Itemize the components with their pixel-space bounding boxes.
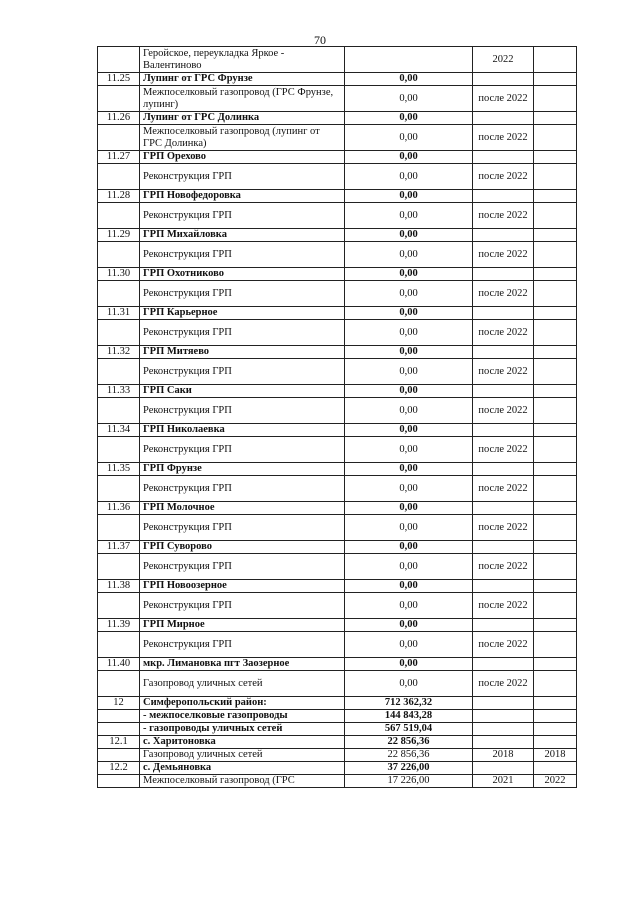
row-year-start — [473, 723, 534, 736]
table-row — [98, 242, 577, 268]
row-name: Реконструкция ГРП — [140, 476, 345, 502]
row-year-start — [473, 268, 534, 281]
row-amount: 0,00 — [345, 346, 473, 359]
row-amount: 0,00 — [345, 515, 473, 541]
row-amount: 0,00 — [345, 242, 473, 268]
row-year-start: после 2022 — [473, 281, 534, 307]
row-year-start — [473, 580, 534, 593]
row-amount: 0,00 — [345, 268, 473, 281]
table-row — [98, 671, 577, 697]
row-name: с. Харитоновка — [140, 736, 345, 749]
row-amount: 0,00 — [345, 424, 473, 437]
row-year-start: 2022 — [473, 47, 534, 73]
row-year-end — [534, 346, 577, 359]
row-number: 12.1 — [98, 736, 140, 749]
row-amount: 22 856,36 — [345, 749, 473, 762]
row-number: 12.2 — [98, 762, 140, 775]
row-name: Реконструкция ГРП — [140, 359, 345, 385]
row-number — [98, 203, 140, 229]
row-name: Реконструкция ГРП — [140, 437, 345, 463]
row-year-end — [534, 398, 577, 424]
row-name: Межпоселковый газопровод (ГРС Фрунзе, лупинг) — [140, 86, 345, 112]
row-name: ГРП Саки — [140, 385, 345, 398]
row-name: Газопровод уличных сетей — [140, 671, 345, 697]
table-row — [98, 424, 577, 437]
row-year-start — [473, 112, 534, 125]
row-number: 11.28 — [98, 190, 140, 203]
row-name: Реконструкция ГРП — [140, 164, 345, 190]
table-row — [98, 359, 577, 385]
row-amount: 0,00 — [345, 593, 473, 619]
table-row — [98, 710, 577, 723]
row-name: Реконструкция ГРП — [140, 242, 345, 268]
row-year-start — [473, 424, 534, 437]
row-amount: 0,00 — [345, 190, 473, 203]
row-amount: 0,00 — [345, 476, 473, 502]
row-year-end — [534, 658, 577, 671]
row-amount: 0,00 — [345, 671, 473, 697]
table-row — [98, 749, 577, 762]
row-name: Реконструкция ГРП — [140, 515, 345, 541]
table-row — [98, 580, 577, 593]
table-row — [98, 723, 577, 736]
table-row — [98, 398, 577, 424]
row-year-end — [534, 593, 577, 619]
row-year-end — [534, 476, 577, 502]
row-year-end — [534, 437, 577, 463]
row-year-start: после 2022 — [473, 242, 534, 268]
row-name: Реконструкция ГРП — [140, 554, 345, 580]
row-name: с. Демьяновка — [140, 762, 345, 775]
row-name: Межпоселковый газопровод (лупинг от ГРС Долинка) — [140, 125, 345, 151]
row-amount: 22 856,36 — [345, 736, 473, 749]
row-number — [98, 476, 140, 502]
row-amount: 0,00 — [345, 86, 473, 112]
table-row — [98, 554, 577, 580]
row-year-end — [534, 268, 577, 281]
row-amount: 17 226,00 — [345, 775, 473, 788]
page-number: 70 — [314, 33, 326, 47]
row-name: Лупинг от ГРС Фрунзе — [140, 73, 345, 86]
row-number — [98, 515, 140, 541]
row-amount — [345, 47, 473, 73]
row-year-start — [473, 736, 534, 749]
row-year-end — [534, 619, 577, 632]
row-year-start — [473, 697, 534, 710]
row-year-start — [473, 762, 534, 775]
table-row — [98, 190, 577, 203]
row-number — [98, 775, 140, 788]
row-number — [98, 86, 140, 112]
row-number: 11.29 — [98, 229, 140, 242]
table-row — [98, 697, 577, 710]
row-year-end — [534, 151, 577, 164]
row-number: 11.36 — [98, 502, 140, 515]
row-number — [98, 437, 140, 463]
row-amount: 0,00 — [345, 125, 473, 151]
row-year-end — [534, 47, 577, 73]
row-number — [98, 723, 140, 736]
row-amount: 0,00 — [345, 554, 473, 580]
table-row — [98, 775, 577, 788]
row-year-end — [534, 385, 577, 398]
row-amount: 0,00 — [345, 307, 473, 320]
row-name: Лупинг от ГРС Долинка — [140, 112, 345, 125]
row-name: ГРП Орехово — [140, 151, 345, 164]
row-number: 11.27 — [98, 151, 140, 164]
row-number — [98, 47, 140, 73]
row-number: 11.26 — [98, 112, 140, 125]
row-number — [98, 671, 140, 697]
row-name: ГРП Карьерное — [140, 307, 345, 320]
row-year-start: после 2022 — [473, 398, 534, 424]
row-number: 11.38 — [98, 580, 140, 593]
table-row — [98, 112, 577, 125]
row-year-start: после 2022 — [473, 437, 534, 463]
row-year-end — [534, 710, 577, 723]
table-row — [98, 476, 577, 502]
row-year-start — [473, 619, 534, 632]
row-name: ГРП Молочное — [140, 502, 345, 515]
row-number: 11.37 — [98, 541, 140, 554]
row-year-end — [534, 515, 577, 541]
row-amount: 0,00 — [345, 580, 473, 593]
row-year-end — [534, 112, 577, 125]
row-amount: 0,00 — [345, 320, 473, 346]
row-year-end — [534, 164, 577, 190]
row-number — [98, 710, 140, 723]
row-amount: 0,00 — [345, 619, 473, 632]
row-year-end — [534, 424, 577, 437]
row-year-end — [534, 554, 577, 580]
table-row — [98, 762, 577, 775]
table-body — [98, 47, 577, 788]
row-year-start — [473, 541, 534, 554]
row-amount: 0,00 — [345, 73, 473, 86]
row-amount: 0,00 — [345, 398, 473, 424]
row-year-end — [534, 541, 577, 554]
row-number: 11.30 — [98, 268, 140, 281]
row-year-start — [473, 307, 534, 320]
row-year-end: 2022 — [534, 775, 577, 788]
row-year-start — [473, 346, 534, 359]
row-amount: 0,00 — [345, 229, 473, 242]
row-number: 11.40 — [98, 658, 140, 671]
row-amount: 0,00 — [345, 281, 473, 307]
table-row — [98, 502, 577, 515]
row-name: Межпоселковый газопровод (ГРС — [140, 775, 345, 788]
row-amount: 0,00 — [345, 151, 473, 164]
table-row — [98, 463, 577, 476]
row-name: Реконструкция ГРП — [140, 632, 345, 658]
row-year-end — [534, 320, 577, 346]
row-name: ГРП Новоозерное — [140, 580, 345, 593]
row-year-end — [534, 203, 577, 229]
row-number: 12 — [98, 697, 140, 710]
table-row — [98, 203, 577, 229]
row-amount: 0,00 — [345, 359, 473, 385]
row-name: Газопровод уличных сетей — [140, 749, 345, 762]
table-row — [98, 229, 577, 242]
row-number: 11.39 — [98, 619, 140, 632]
table-row — [98, 619, 577, 632]
row-number — [98, 554, 140, 580]
row-year-end — [534, 307, 577, 320]
row-name: ГРП Суворово — [140, 541, 345, 554]
row-year-start: после 2022 — [473, 320, 534, 346]
row-name: ГРП Охотниково — [140, 268, 345, 281]
row-year-end — [534, 697, 577, 710]
table-row — [98, 281, 577, 307]
row-amount: 0,00 — [345, 658, 473, 671]
row-year-start: после 2022 — [473, 203, 534, 229]
row-name: - межпоселковые газопроводы — [140, 710, 345, 723]
row-year-end — [534, 242, 577, 268]
row-year-start — [473, 463, 534, 476]
row-year-start: после 2022 — [473, 164, 534, 190]
row-year-start — [473, 190, 534, 203]
row-name: ГРП Фрунзе — [140, 463, 345, 476]
row-number: 11.35 — [98, 463, 140, 476]
table-row — [98, 437, 577, 463]
row-year-end — [534, 736, 577, 749]
table-row — [98, 593, 577, 619]
row-name: ГРП Михайловка — [140, 229, 345, 242]
row-year-end — [534, 359, 577, 385]
table-row — [98, 268, 577, 281]
row-year-start — [473, 385, 534, 398]
row-amount: 712 362,32 — [345, 697, 473, 710]
row-number — [98, 242, 140, 268]
row-year-start — [473, 710, 534, 723]
row-year-end — [534, 762, 577, 775]
row-year-start: 2021 — [473, 775, 534, 788]
row-year-end — [534, 125, 577, 151]
row-number: 11.25 — [98, 73, 140, 86]
table-row — [98, 73, 577, 86]
row-name: Реконструкция ГРП — [140, 398, 345, 424]
row-number: 11.31 — [98, 307, 140, 320]
table-row — [98, 151, 577, 164]
row-name: Реконструкция ГРП — [140, 320, 345, 346]
row-year-end — [534, 671, 577, 697]
row-year-end — [534, 502, 577, 515]
row-year-end: 2018 — [534, 749, 577, 762]
row-number — [98, 281, 140, 307]
row-number — [98, 398, 140, 424]
row-amount: 0,00 — [345, 632, 473, 658]
row-amount: 0,00 — [345, 203, 473, 229]
row-name: ГРП Новофедоровка — [140, 190, 345, 203]
row-name: Реконструкция ГРП — [140, 281, 345, 307]
row-year-start: после 2022 — [473, 515, 534, 541]
row-name: Реконструкция ГРП — [140, 593, 345, 619]
row-year-start: после 2022 — [473, 554, 534, 580]
row-year-start: после 2022 — [473, 359, 534, 385]
row-amount: 0,00 — [345, 463, 473, 476]
table-row — [98, 125, 577, 151]
row-number — [98, 320, 140, 346]
table-row — [98, 515, 577, 541]
row-year-start: после 2022 — [473, 671, 534, 697]
row-year-start: после 2022 — [473, 476, 534, 502]
table-row — [98, 632, 577, 658]
row-year-end — [534, 463, 577, 476]
row-number: 11.33 — [98, 385, 140, 398]
row-number: 11.32 — [98, 346, 140, 359]
row-amount: 37 226,00 — [345, 762, 473, 775]
table-row — [98, 307, 577, 320]
row-year-start — [473, 229, 534, 242]
table-row — [98, 86, 577, 112]
row-amount: 567 519,04 — [345, 723, 473, 736]
row-year-start: после 2022 — [473, 632, 534, 658]
row-number — [98, 164, 140, 190]
row-year-start: после 2022 — [473, 593, 534, 619]
table-row — [98, 658, 577, 671]
row-number — [98, 593, 140, 619]
row-year-start — [473, 151, 534, 164]
row-name: Реконструкция ГРП — [140, 203, 345, 229]
row-year-end — [534, 632, 577, 658]
row-amount: 144 843,28 — [345, 710, 473, 723]
row-year-start: 2018 — [473, 749, 534, 762]
table-row — [98, 164, 577, 190]
row-year-end — [534, 281, 577, 307]
row-number — [98, 359, 140, 385]
table-row — [98, 47, 577, 73]
row-amount: 0,00 — [345, 502, 473, 515]
row-number: 11.34 — [98, 424, 140, 437]
row-amount: 0,00 — [345, 541, 473, 554]
table-row — [98, 385, 577, 398]
row-amount: 0,00 — [345, 437, 473, 463]
row-number — [98, 632, 140, 658]
row-number — [98, 749, 140, 762]
row-number — [98, 125, 140, 151]
row-year-end — [534, 580, 577, 593]
row-name: ГРП Мирное — [140, 619, 345, 632]
row-amount: 0,00 — [345, 112, 473, 125]
row-year-start — [473, 658, 534, 671]
row-name: Геройское, переукладка Яркое - Валентиново — [140, 47, 345, 73]
row-year-start — [473, 73, 534, 86]
investment-table — [97, 46, 577, 788]
row-amount: 0,00 — [345, 164, 473, 190]
row-year-start: после 2022 — [473, 86, 534, 112]
row-year-end — [534, 723, 577, 736]
row-name: ГРП Митяево — [140, 346, 345, 359]
table-row — [98, 346, 577, 359]
table-row — [98, 320, 577, 346]
row-year-end — [534, 229, 577, 242]
row-year-end — [534, 86, 577, 112]
row-name: - газопроводы уличных сетей — [140, 723, 345, 736]
table-row — [98, 736, 577, 749]
row-name: мкр. Лимановка пгт Заозерное — [140, 658, 345, 671]
row-year-end — [534, 190, 577, 203]
table-row — [98, 541, 577, 554]
row-year-start: после 2022 — [473, 125, 534, 151]
row-name: Симферопольский район: — [140, 697, 345, 710]
row-year-start — [473, 502, 534, 515]
row-name: ГРП Николаевка — [140, 424, 345, 437]
row-year-end — [534, 73, 577, 86]
row-amount: 0,00 — [345, 385, 473, 398]
